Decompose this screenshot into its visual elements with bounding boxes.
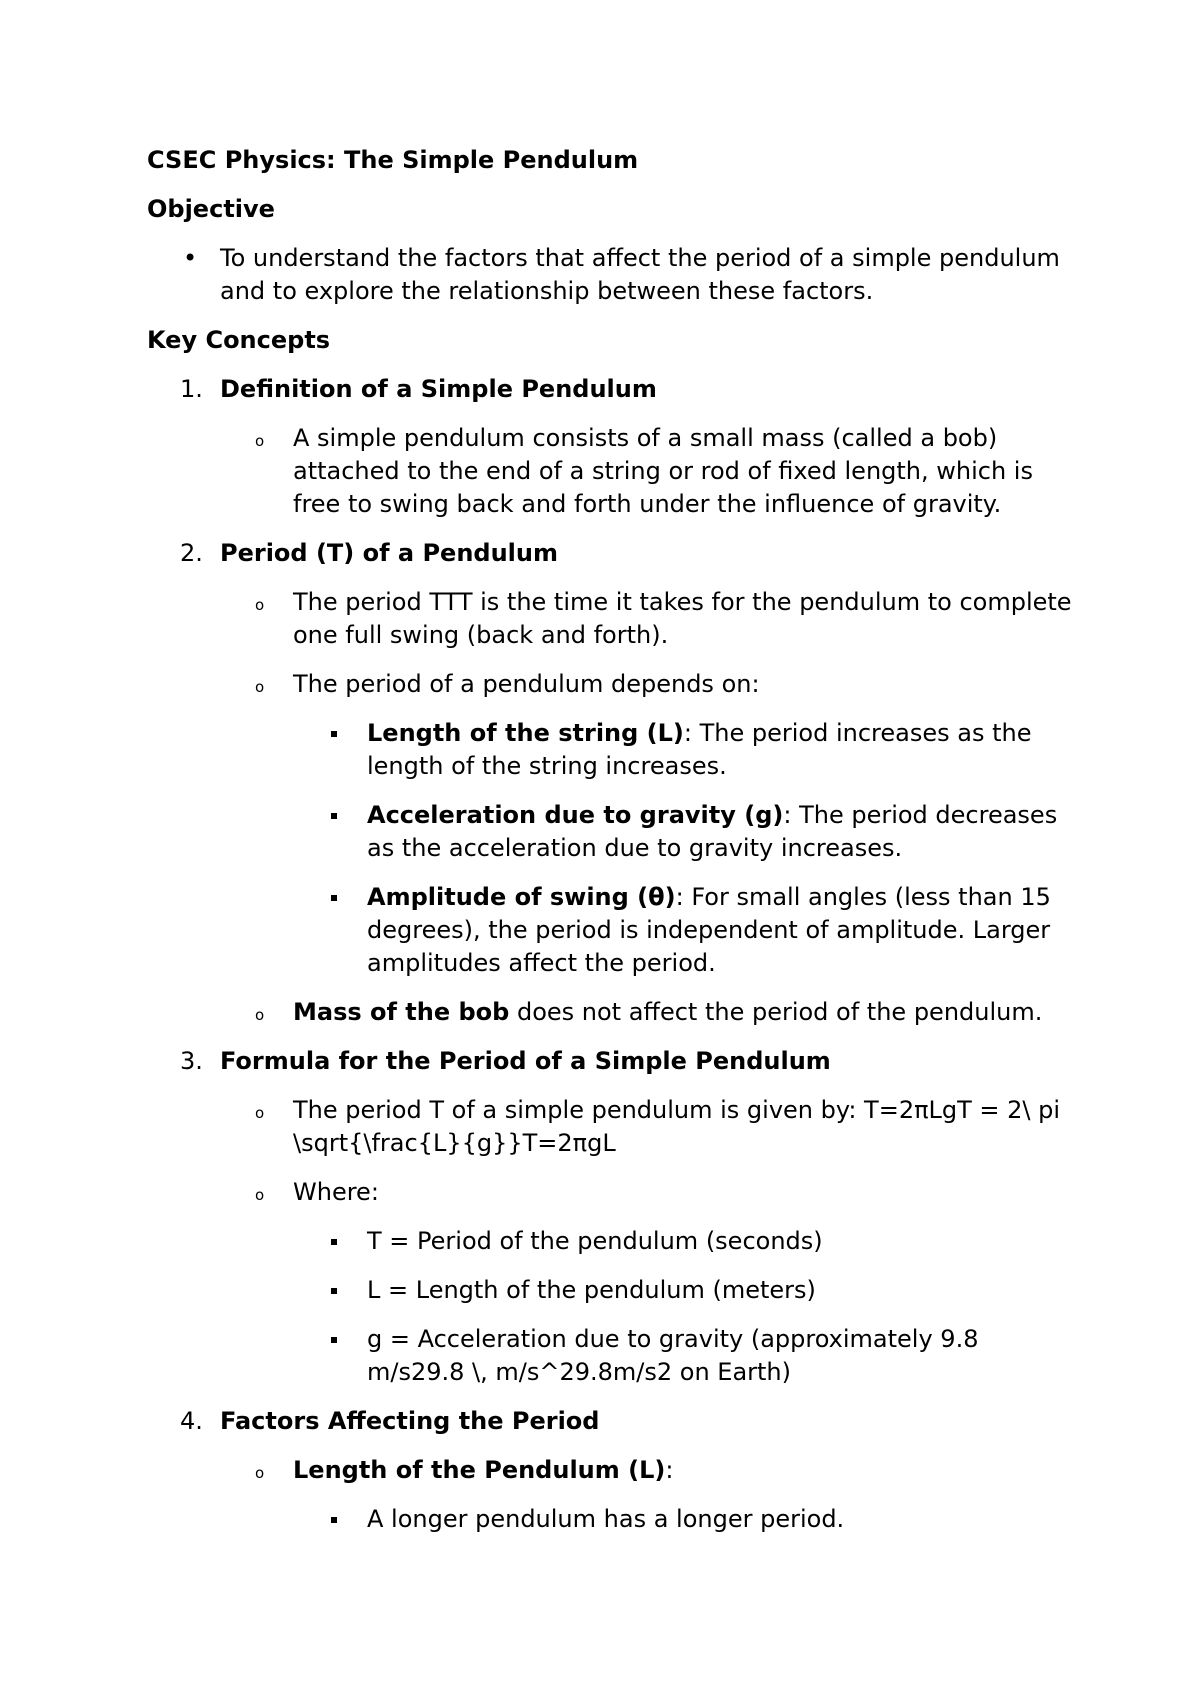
- circle-bullet-icon: o: [255, 1104, 265, 1122]
- item-text: :: [665, 1456, 674, 1484]
- circle-bullet-icon: o: [255, 432, 265, 450]
- section-number: 1.: [180, 375, 203, 403]
- formula-text: The period T of a simple pendulum is given by: T=2πLgT = 2\ pi \sqrt{\frac{L}{g}}T=2πgL: [293, 1096, 1061, 1157]
- section-3-subitem-2: [147, 1274, 1080, 1307]
- section-2: [147, 537, 1080, 570]
- item-text: A simple pendulum consists of a small mass (called a bob) attached to the end of a string or rod of fixed length, which is free to swing back and forth under the influence of gravity.: [293, 424, 1033, 518]
- section-number: 4.: [180, 1407, 203, 1435]
- section-4-subitem-1: [147, 1503, 1080, 1536]
- section-title: Definition of a Simple Pendulum: [220, 375, 657, 403]
- section-3-subitem-3: [147, 1323, 1080, 1389]
- circle-bullet-icon: o: [255, 678, 265, 696]
- section-1: [147, 373, 1080, 406]
- square-bullet-icon: [331, 1517, 337, 1523]
- section-title: Period (T) of a Pendulum: [220, 539, 558, 567]
- section-3-item-1: [147, 1094, 1080, 1160]
- section-number: 2.: [180, 539, 203, 567]
- subitem-bold: Amplitude of swing (θ): [367, 883, 676, 911]
- square-bullet-icon: [331, 813, 337, 819]
- item-text: The period TTT is the time it takes for the pendulum to complete one full swing (back and forth).: [293, 588, 1072, 649]
- subitem-text: L = Length of the pendulum (meters): [367, 1276, 816, 1304]
- circle-bullet-icon: o: [255, 596, 265, 614]
- section-3: [147, 1045, 1080, 1078]
- objective-item: [147, 242, 1080, 308]
- bullet-dot-icon: •: [183, 244, 198, 272]
- section-2-item-1: [147, 586, 1080, 652]
- section-1-item-1: [147, 422, 1080, 521]
- section-number: 3.: [180, 1047, 203, 1075]
- key-concepts-heading: Key Concepts: [147, 326, 331, 354]
- subitem-bold: Length of the string (L): [367, 719, 684, 747]
- section-2-mass-item: [147, 996, 1080, 1029]
- section-4: [147, 1405, 1080, 1438]
- subitem-text: g = Acceleration due to gravity (approximately 9.8 m/s29.8 \, m/s^29.8m/s2 on Earth): [367, 1325, 979, 1386]
- section-3-item-2: [147, 1176, 1080, 1209]
- subitem-text: : For small angles (less than 15 degrees), the period is independent of amplitude. Larger amplitudes affect the period.: [367, 883, 1051, 977]
- subitem-text: T = Period of the pendulum (seconds): [367, 1227, 823, 1255]
- circle-bullet-icon: o: [255, 1006, 265, 1024]
- subitem-bold: Acceleration due to gravity (g): [367, 801, 784, 829]
- section-title: Factors Affecting the Period: [220, 1407, 600, 1435]
- square-bullet-icon: [331, 895, 337, 901]
- objective-heading: Objective: [147, 195, 275, 223]
- item-bold: Mass of the bob: [293, 998, 510, 1026]
- subitem-text: : The period increases as the length of the string increases.: [367, 719, 1032, 780]
- square-bullet-icon: [331, 1288, 337, 1294]
- item-bold: Length of the Pendulum (L): [293, 1456, 666, 1484]
- circle-bullet-icon: o: [255, 1464, 265, 1482]
- square-bullet-icon: [331, 731, 337, 737]
- section-2-subitem-1: [147, 717, 1080, 783]
- section-2-subitem-2: [147, 799, 1080, 865]
- subitem-text: : The period decreases as the acceleration due to gravity increases.: [367, 801, 1058, 862]
- subitem-text: A longer pendulum has a longer period.: [367, 1505, 845, 1533]
- circle-bullet-icon: o: [255, 1186, 265, 1204]
- document-title: CSEC Physics: The Simple Pendulum: [147, 146, 639, 174]
- section-2-subitem-3: [147, 881, 1080, 980]
- square-bullet-icon: [331, 1239, 337, 1245]
- section-2-item-2: [147, 668, 1080, 701]
- item-text: does not affect the period of the pendulum.: [509, 998, 1043, 1026]
- square-bullet-icon: [331, 1337, 337, 1343]
- section-3-subitem-1: [147, 1225, 1080, 1258]
- section-title: Formula for the Period of a Simple Pendulum: [220, 1047, 831, 1075]
- objective-text: To understand the factors that affect the period of a simple pendulum and to explore the relationship between these factors.: [220, 244, 1060, 305]
- item-text: Where:: [293, 1178, 379, 1206]
- item-text: The period of a pendulum depends on:: [293, 670, 760, 698]
- section-4-item-1: [147, 1454, 1080, 1487]
